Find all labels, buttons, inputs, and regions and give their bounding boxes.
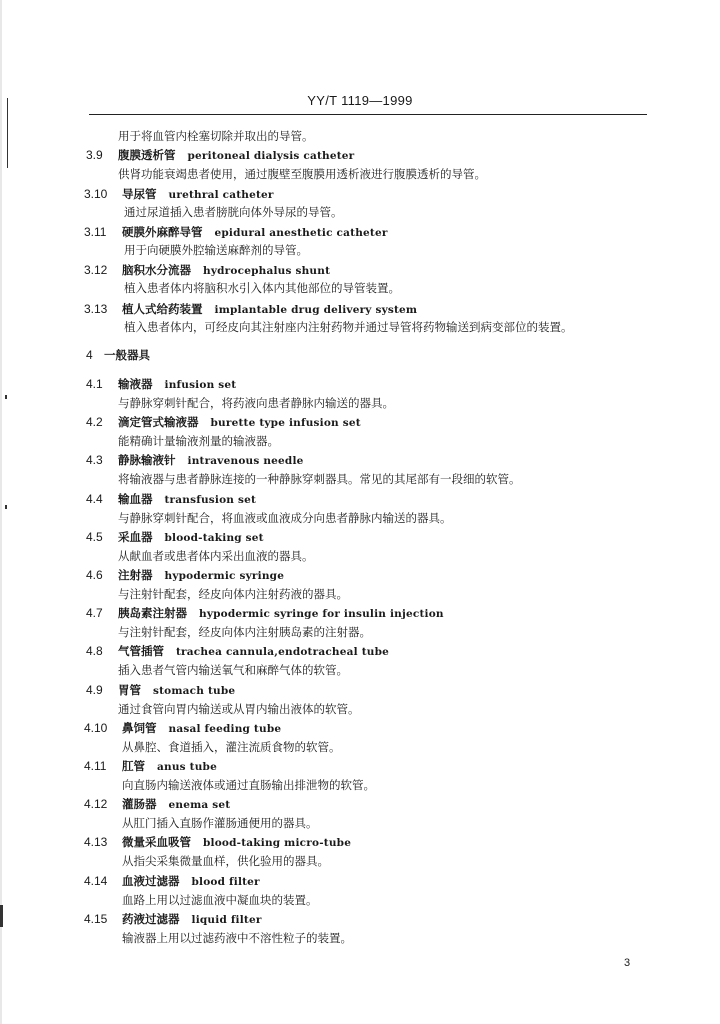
term-zh: 脑积水分流器	[122, 263, 191, 277]
term-zh: 导尿管	[122, 187, 157, 201]
term-en: blood filter	[191, 876, 260, 888]
clause-number: 4.13	[84, 835, 108, 849]
term-heading	[118, 453, 304, 468]
term-heading	[122, 721, 281, 736]
term-en: implantable drug delivery system	[214, 304, 418, 316]
term-heading	[122, 187, 274, 202]
clause-number: 4.15	[84, 912, 108, 926]
term-zh: 硬膜外麻醉导管	[122, 225, 203, 239]
term-zh: 胃管	[118, 683, 141, 697]
term-en: hydrocephalus shunt	[203, 265, 331, 277]
term-heading	[118, 606, 444, 621]
clause-number: 4.6	[86, 568, 103, 582]
term-definition: 从献血者或患者体内采出血液的器具。	[118, 549, 314, 563]
clause-number: 3.12	[84, 263, 108, 277]
term-en: hypodermic syringe	[164, 570, 285, 582]
term-definition: 供肾功能衰竭患者使用，通过腹壁至腹膜用透析液进行腹膜透析的导管。	[118, 167, 486, 181]
term-heading	[118, 148, 354, 163]
term-en: enema set	[168, 799, 231, 811]
clause-number: 4.5	[86, 530, 103, 544]
clause-number: 3.9	[86, 148, 103, 162]
term-definition: 向直肠内输送液体或通过直肠输出排泄物的软管。	[122, 778, 375, 792]
term-en: blood-taking set	[164, 532, 264, 544]
term-zh: 灌肠器	[122, 797, 157, 811]
term-heading	[118, 415, 361, 430]
term-definition: 输液器上用以过滤药液中不溶性粒子的装置。	[122, 931, 352, 945]
clause-number: 4.3	[86, 453, 103, 467]
term-definition: 从鼻腔、食道插入，灌注流质食物的软管。	[122, 740, 341, 754]
term-definition: 与静脉穿刺针配合，将药液向患者静脉内输送的器具。	[118, 396, 394, 410]
term-zh: 血液过滤器	[122, 874, 180, 888]
term-heading	[118, 530, 264, 545]
clause-number: 4.9	[86, 683, 103, 697]
term-heading	[122, 797, 230, 812]
term-definition: 将输液器与患者静脉连接的一种静脉穿刺器具。常见的其尾部有一段细的软管。	[118, 472, 521, 486]
term-definition: 通过尿道插入患者膀胱向体外导尿的导管。	[124, 205, 343, 219]
term-definition: 用于将血管内栓塞切除并取出的导管。	[118, 129, 314, 143]
term-en: epidural anesthetic catheter	[214, 227, 388, 239]
term-en: transfusion set	[164, 494, 257, 506]
clause-number: 4.12	[84, 797, 108, 811]
clause-number: 4.14	[84, 874, 108, 888]
term-zh: 肛管	[122, 759, 145, 773]
term-zh: 输血器	[118, 492, 153, 506]
term-heading	[122, 759, 217, 774]
term-heading	[122, 874, 260, 889]
term-en: infusion set	[164, 379, 237, 391]
term-definition: 能精确计量输液剂量的输液器。	[118, 434, 279, 448]
term-heading	[118, 377, 236, 392]
clause-number: 3.11	[84, 225, 107, 239]
term-heading	[118, 492, 256, 507]
term-definition: 植入患者体内将脑积水引入体内其他部位的导管装置。	[124, 281, 400, 295]
term-definition: 从指尖采集微量血样，供化验用的器具。	[122, 854, 329, 868]
term-en: trachea cannula,endotracheal tube	[176, 646, 390, 658]
term-zh: 静脉输液针	[118, 453, 176, 467]
clause-number: 3.10	[84, 187, 108, 201]
term-en: urethral catheter	[168, 189, 274, 201]
term-definition: 与注射针配套，经皮向体内注射胰岛素的注射器。	[118, 625, 371, 639]
term-en: hypodermic syringe for insulin injection	[199, 608, 444, 620]
clause-number: 4.4	[86, 492, 103, 506]
term-definition: 插入患者气管内输送氧气和麻醉气体的软管。	[118, 663, 348, 677]
term-en: blood-taking micro-tube	[203, 837, 352, 849]
clause-number: 4.10	[84, 721, 108, 735]
term-heading	[122, 225, 388, 240]
term-zh: 采血器	[118, 530, 153, 544]
term-heading	[122, 835, 351, 850]
term-zh: 腹膜透析管	[118, 148, 176, 162]
term-heading	[118, 644, 389, 659]
term-definition: 与注射针配套，经皮向体内注射药液的器具。	[118, 587, 348, 601]
term-definition: 通过食管向胃内输送或从胃内输出液体的软管。	[118, 702, 360, 716]
term-heading	[122, 263, 330, 278]
term-en: anus tube	[157, 761, 217, 773]
term-heading	[122, 302, 417, 317]
page-number: 3	[624, 957, 631, 969]
term-en: nasal feeding tube	[168, 723, 282, 735]
term-en: intravenous needle	[187, 455, 304, 467]
term-definition: 与静脉穿刺针配合，将血液或血液成分向患者静脉内输送的器具。	[118, 511, 452, 525]
term-zh: 微量采血吸管	[122, 835, 191, 849]
term-definition: 从肛门插入直肠作灌肠通便用的器具。	[122, 816, 318, 830]
term-definition: 血路上用以过滤血液中凝血块的装置。	[122, 893, 318, 907]
term-heading	[118, 683, 235, 698]
term-en: liquid filter	[191, 914, 262, 926]
clause-number: 4.11	[84, 759, 107, 773]
term-heading	[122, 912, 262, 927]
clause-number: 4.7	[86, 606, 103, 620]
term-zh: 气管插管	[118, 644, 164, 658]
term-zh: 胰岛素注射器	[118, 606, 187, 620]
term-definition: 植入患者体内，可经皮向其注射座内注射药物并通过导管将药物输送到病变部位的装置。	[124, 320, 573, 334]
term-zh: 输液器	[118, 377, 153, 391]
clause-number: 4.2	[86, 415, 103, 429]
term-definition: 用于向硬膜外腔输送麻醉剂的导管。	[124, 243, 308, 257]
clause-number: 4.1	[86, 377, 103, 391]
standard-code: YY/T 1119—1999	[307, 93, 413, 108]
term-en: peritoneal dialysis catheter	[187, 150, 355, 162]
term-zh: 鼻饲管	[122, 721, 157, 735]
clause-number: 4.8	[86, 644, 103, 658]
section-title: 一般器具	[104, 348, 150, 362]
term-heading	[118, 568, 284, 583]
section-number: 4	[86, 348, 93, 362]
term-en: burette type infusion set	[210, 417, 361, 429]
term-zh: 注射器	[118, 568, 153, 582]
clause-number: 3.13	[84, 302, 108, 316]
term-zh: 植人式给药装置	[122, 302, 203, 316]
term-en: stomach tube	[153, 685, 236, 697]
term-zh: 滴定管式输液器	[118, 415, 199, 429]
term-zh: 药液过滤器	[122, 912, 180, 926]
